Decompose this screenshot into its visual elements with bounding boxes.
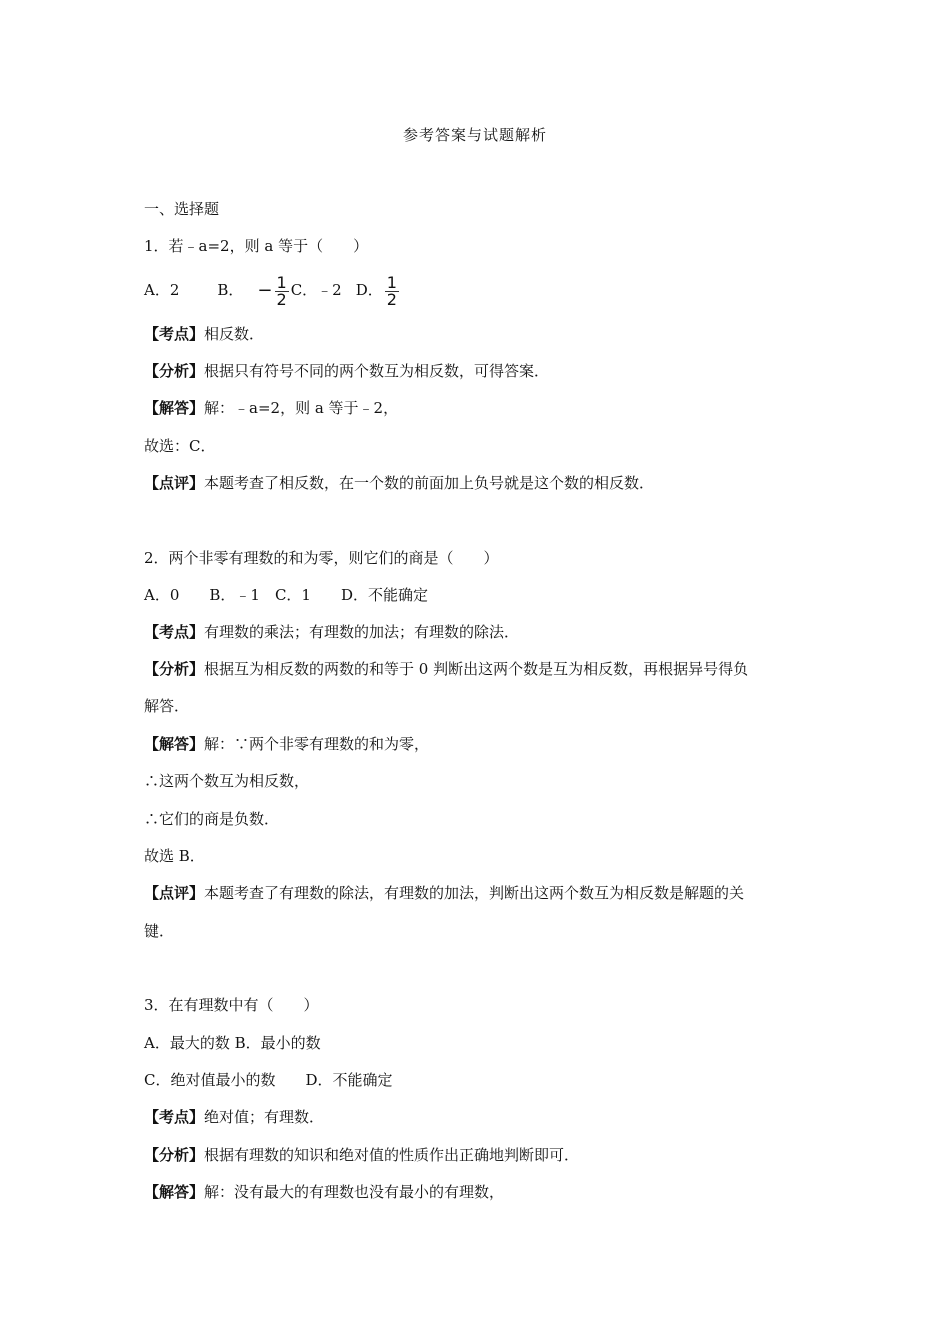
q1-fenxi — [144, 361, 549, 381]
page-title: 参考答案与试题解析 — [402, 126, 547, 144]
q1-kaodian — [144, 324, 264, 344]
q1-dianping-text: 本题考查了相反数，在一个数的前面加上负号就是这个数的相反数． — [204, 474, 655, 492]
q1-option-d-numerator: 1 — [386, 272, 397, 292]
q1-options — [144, 272, 401, 309]
kaodian-tag: 【考点】 — [144, 623, 205, 641]
jieda-tag: 【解答】 — [144, 735, 205, 753]
q1-kaodian-text: 相反数． — [204, 325, 265, 343]
kaodian-tag: 【考点】 — [144, 1108, 205, 1126]
q1-fenxi-text: 根据只有符号不同的两个数互为相反数，可得答案． — [204, 362, 550, 380]
fenxi-tag: 【分析】 — [144, 362, 205, 380]
fenxi-tag: 【分析】 — [144, 1146, 205, 1164]
q2-kaodian — [144, 622, 519, 642]
q2-step-1: ∴这两个数互为相反数， — [144, 772, 310, 790]
q1-option-b-fraction — [275, 272, 289, 309]
q1-option-d-label: D． — [355, 281, 383, 299]
fenxi-tag: 【分析】 — [144, 660, 205, 678]
q1-answer: 故选：C． — [144, 437, 216, 455]
q2-fenxi-cont: 解答． — [144, 697, 190, 715]
q3-fenxi-text: 根据有理数的知识和绝对值的性质作出正确地判断即可． — [204, 1146, 580, 1164]
jieda-tag: 【解答】 — [144, 399, 205, 417]
q1-option-b-sign: − — [257, 280, 273, 301]
q1-option-a: A．2 — [144, 281, 180, 299]
q3-kaodian — [144, 1107, 324, 1127]
q3-jieda-text: 解：没有最大的有理数也没有最小的有理数， — [204, 1183, 505, 1201]
q2-dianping-cont: 键． — [144, 922, 175, 940]
q2-dianping — [144, 883, 744, 903]
q1-dianping — [144, 473, 654, 493]
q2-stem: 2．两个非零有理数的和为零，则它们的商是（ ） — [144, 549, 499, 567]
q1-option-d-fraction — [385, 272, 399, 309]
q3-options-1: A．最大的数 B．最小的数 — [144, 1034, 321, 1052]
q3-kaodian-text: 绝对值；有理数． — [204, 1108, 325, 1126]
jieda-tag: 【解答】 — [144, 1183, 205, 1201]
q1-option-d-denominator: 2 — [386, 289, 397, 309]
q1-jieda — [144, 398, 398, 418]
q2-kaodian-text: 有理数的乘法；有理数的加法；有理数的除法． — [204, 623, 520, 641]
q2-fenxi-text: 根据互为相反数的两数的和等于 0 判断出这两个数是互为相反数，再根据异号得负 — [204, 660, 749, 678]
q2-jieda — [144, 734, 429, 754]
q1-option-b-label: B． — [217, 281, 244, 299]
q1-option-b-numerator: 1 — [276, 272, 287, 292]
q3-stem: 3．在有理数中有（ ） — [144, 996, 319, 1014]
q2-fenxi — [144, 659, 748, 679]
section-heading: 一、选择题 — [144, 200, 220, 218]
kaodian-tag: 【考点】 — [144, 325, 205, 343]
q3-jieda — [144, 1182, 504, 1202]
dianping-tag: 【点评】 — [144, 884, 205, 902]
q1-jieda-text: 解：﹣a=2，则 a 等于﹣2， — [204, 399, 399, 417]
dianping-tag: 【点评】 — [144, 474, 205, 492]
q2-dianping-text: 本题考查了有理数的除法，有理数的加法，判断出这两个数互为相反数是解题的关 — [204, 884, 745, 902]
q2-jieda-text: 解：∵两个非零有理数的和为零， — [204, 735, 430, 753]
q3-options-2: C．绝对值最小的数 D．不能确定 — [144, 1071, 393, 1089]
q3-fenxi — [144, 1145, 579, 1165]
q1-stem: 1．若﹣a=2，则 a 等于（ ） — [144, 237, 369, 255]
q2-answer: 故选 B． — [144, 847, 205, 865]
q1-option-b-denominator: 2 — [276, 289, 287, 309]
q2-options: A．0 B．﹣1 C．1 D．不能确定 — [144, 586, 428, 604]
q2-step-2: ∴它们的商是负数． — [144, 810, 280, 828]
q1-option-c: C．﹣2 — [290, 281, 342, 299]
